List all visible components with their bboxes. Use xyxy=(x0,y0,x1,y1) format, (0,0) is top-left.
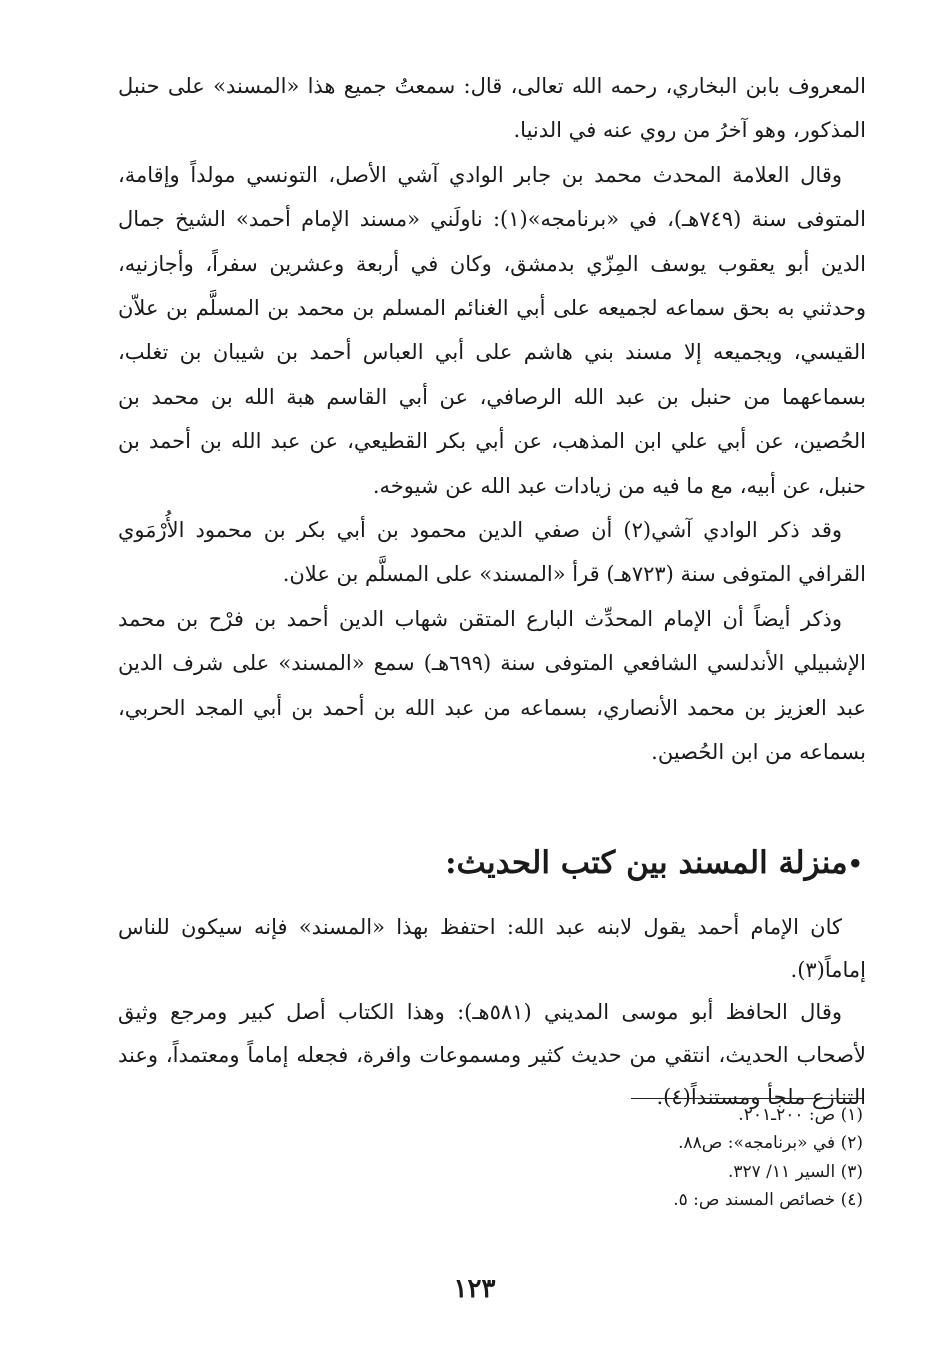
page-number: ١٢٣ xyxy=(453,1274,496,1304)
footnote-divider xyxy=(631,1098,863,1099)
footnotes xyxy=(363,1101,863,1214)
paragraph-1: المعروف بابن البخاري، رحمه الله تعالى، قال: سمعتُ جميع هذا «المسند» على حنبل المذكور، وهو آخرُ من روي عنه في الدنيا. xyxy=(118,74,866,143)
main-text xyxy=(118,64,866,775)
paragraph-4: وذكر أيضاً أن الإمام المحدِّث البارع المتقن شهاب الدين أحمد بن فرْح بن محمد الإشبيلي الأندلسي الشافعي المتوفى سنة (٦٩٩هـ) سمع «المسند» على شرف الدين عبد العزيز بن محمد الأنصاري، بسماعه من عبد الله بن أحمد بن أبي المجد الحربي، بسماعه من ابن الحُصين. xyxy=(118,606,866,765)
footnote-3: (٣) السير ١١/ ٣٢٧. xyxy=(727,1161,863,1182)
footnote-2: (٢) في «برنامجه»: ص٨٨. xyxy=(678,1133,863,1154)
bullet-icon: • xyxy=(847,849,863,879)
section-paragraph-1: كان الإمام أحمد يقول لابنه عبد الله: احتفظ بهذا «المسند» فإنه سيكون للناس إماماً(٣). xyxy=(118,915,866,982)
section-text xyxy=(118,906,866,1119)
paragraph-3: وقد ذكر الوادي آشي(٢) أن صفي الدين محمود بن أبي بكر بن محمود الأُرْمَوي القرافي المتوفى سنة (٧٢٣هـ) قرأ «المسند» على المسلَّم بن علان. xyxy=(118,518,866,587)
section-heading xyxy=(103,838,863,890)
footnote-1: (١) ص: ٢٠٠ـ٢٠١. xyxy=(738,1105,863,1125)
paragraph-2: وقال العلامة المحدث محمد بن جابر الوادي آشي الأصل، التونسي مولداً وإقامة، المتوفى سنة (٧٤٩هـ)، في «برنامجه»(١): ناولَني «مسند الإمام أحمد» الشيخ جمال الدين أبو يعقوب يوسف المِزّي بدمشق، وكان في أربعة وعشرين سفراً، وأجازنيه، وحدثني به بحق سماعه لجميعه على أبي الغنائم المسلم بن محمد بن المسلَّم بن علاّن القيسي، ويجميعه إلا مسند بني هاشم على أبي العباس أحمد بن شيبان بن تغلب، بسماعهما من حنبل بن عبد الله الرصافي، عن أبي القاسم هبة الله بن محمد بن الحُصين، عن أبي علي ابن المذهب، عن أبي بكر القطيعي، عن عبد الله بن أحمد بن حنبل، عن أبيه، مع ما فيه من زيادات عبد الله عن شيوخه. xyxy=(118,162,867,498)
footnote-4: (٤) خصائص المسند ص: ٥. xyxy=(673,1189,863,1210)
section-paragraph-2: وقال الحافظ أبو موسى المديني (٥٨١هـ): وهذا الكتاب أصل كبير ومرجع وثيق لأصحاب الحديث، انتقي من حديث كثير ومسموعات وافرة، فجعله إماماً ومعتمداً، وعند التنازع ملجأ ومستنداً(٤). xyxy=(118,1000,866,1109)
section-title: منزلة المسند بين كتب الحديث: xyxy=(445,845,848,881)
